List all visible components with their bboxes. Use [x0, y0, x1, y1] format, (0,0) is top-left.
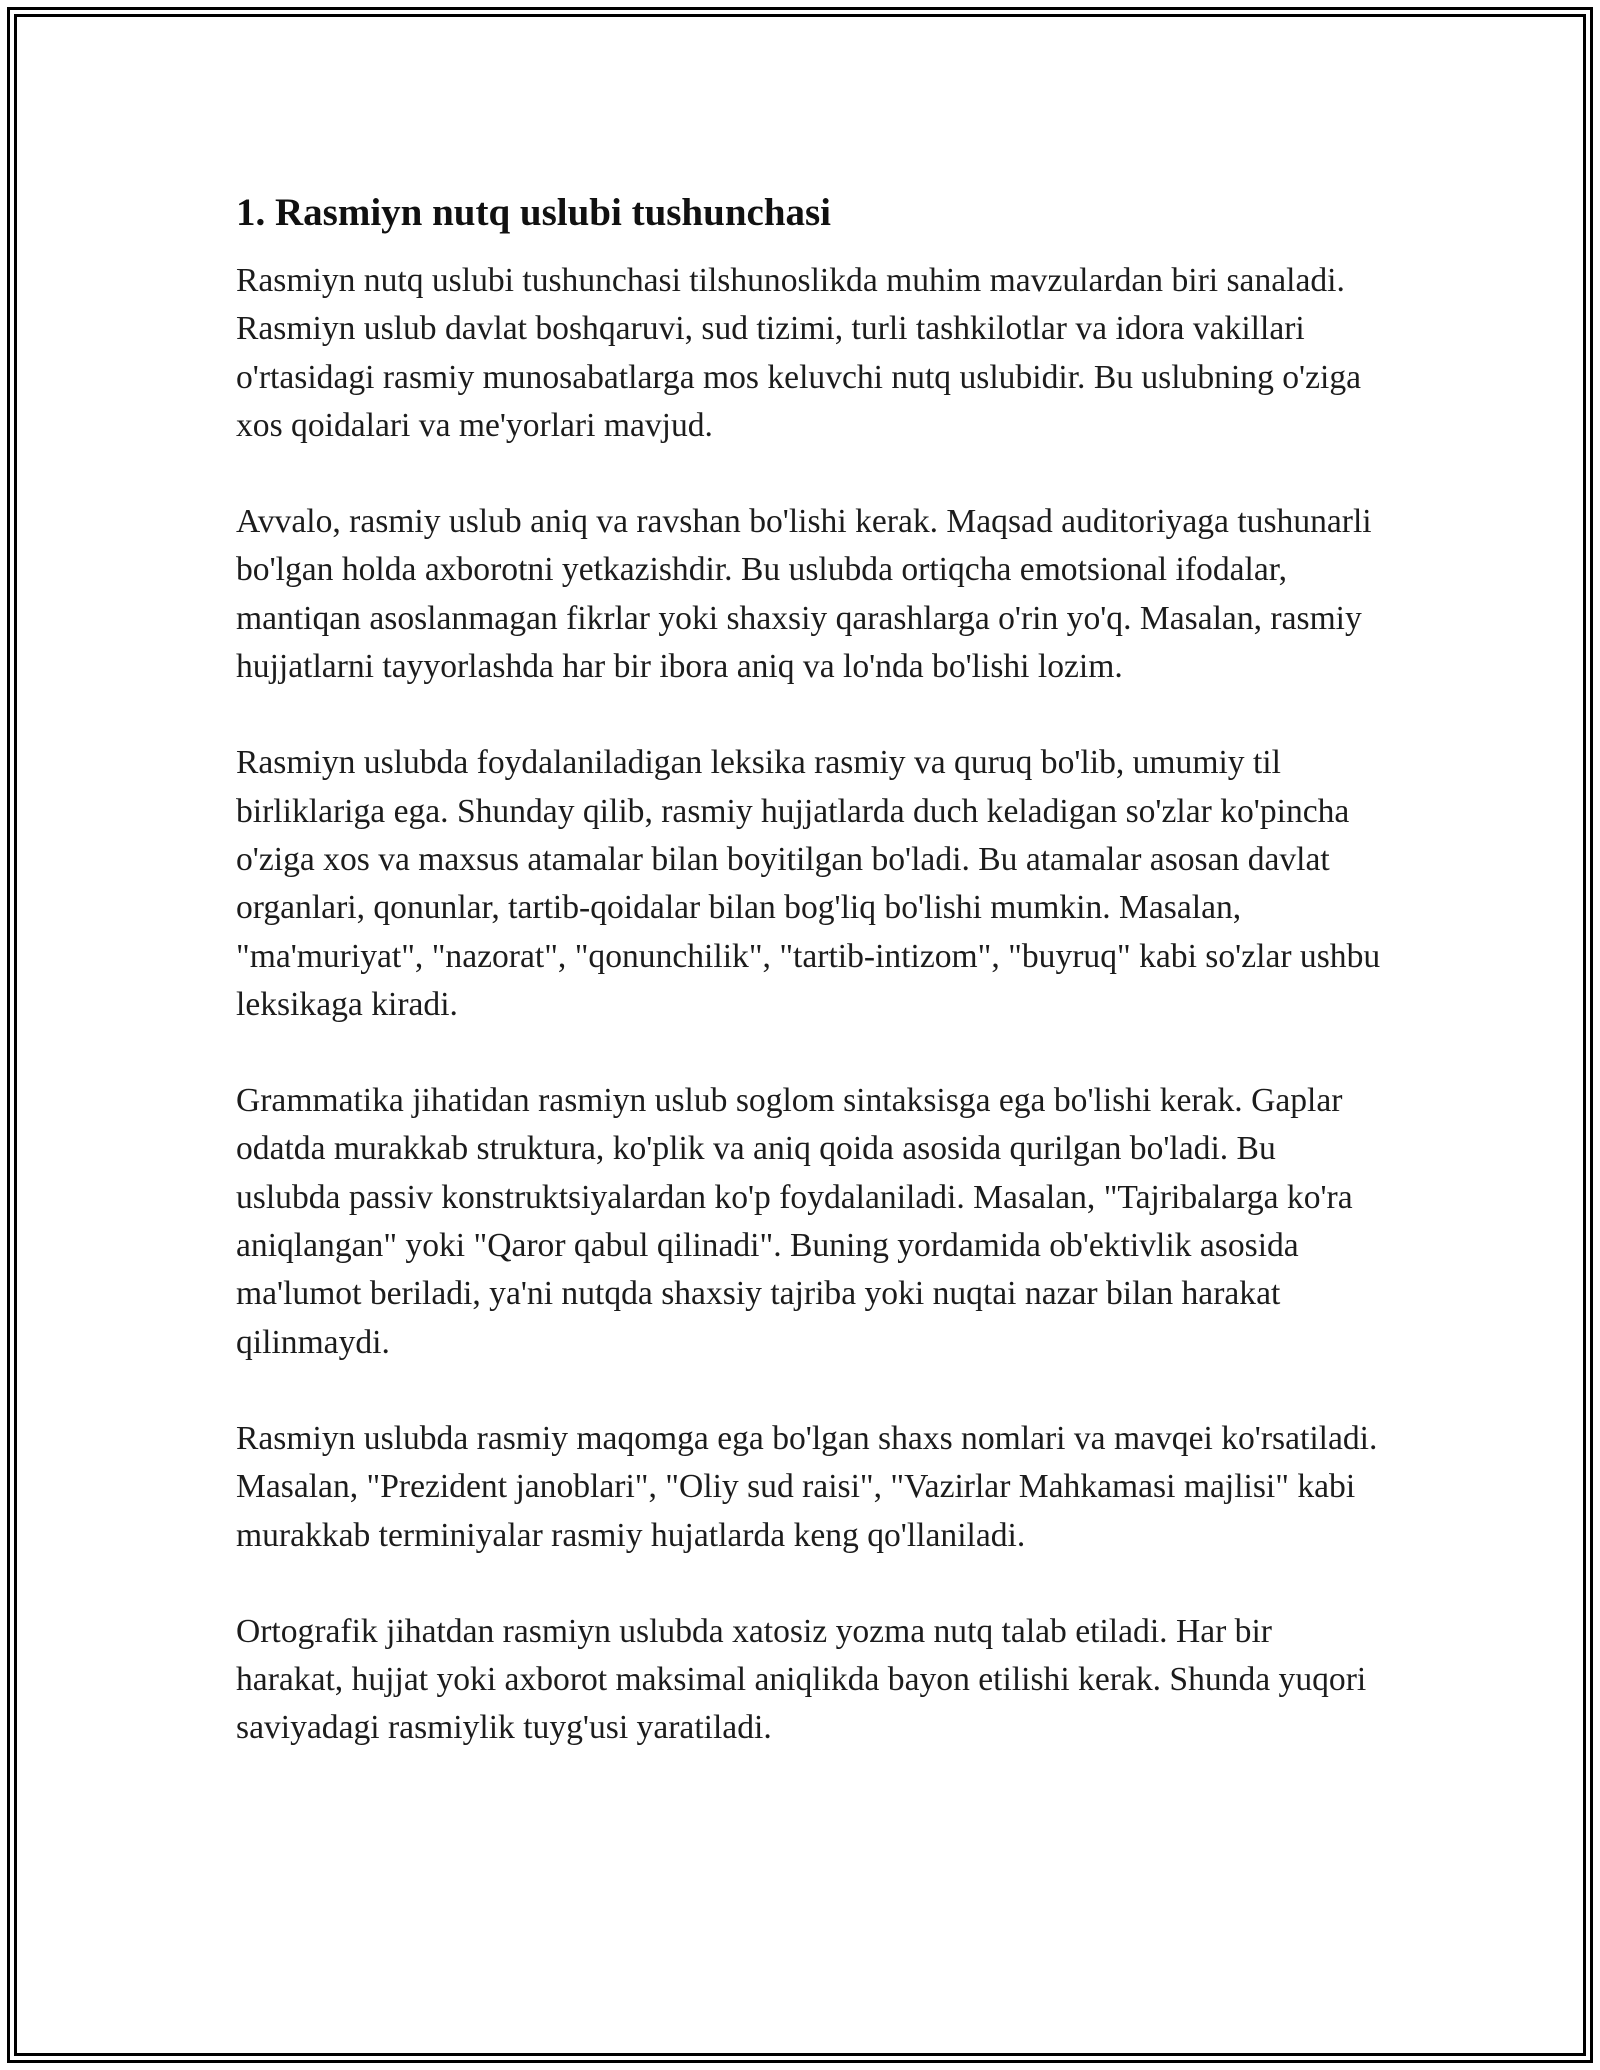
- paragraph-orthography: Ortografik jihatdan rasmiyn uslubda xatosiz yozma nutq talab etiladi. Har bir harakat, hujjat yoki axborot maksimal aniqlikda bayon etilishi kerak. Shunda yuqori saviyadagi rasmiylik tuyg'usi yaratiladi.: [236, 1612, 1367, 1747]
- document-body: [236, 186, 1386, 1753]
- document-title: 1. Rasmiyn nutq uslubi tushunchasi: [236, 191, 832, 234]
- paragraph-intro: Rasmiyn nutq uslubi tushunchasi tilshunoslikda muhim mavzulardan biri sanaladi. Rasmiyn uslub davlat boshqaruvi, sud tizimi, turli tashkilotlar va idora vakillari o'rtasidagi rasmiy munosabatlarga mos keluvchi nutq uslubidir. Bu uslubning o'ziga xos qoidalari va me'yorlari mavjud.: [236, 262, 1362, 444]
- paragraph-lexicon: Rasmiyn uslubda foydalaniladigan leksika rasmiy va quruq bo'lib, umumiy til birliklariga ega. Shunday qilib, rasmiy hujjatlarda duch keladigan so'zlar ko'pincha o'ziga xos va maxsus atamalar bilan boyitilgan bo'ladi. Bu atamalar asosan davlat organlari, qonunlar, tartib-qoidalar bilan bog'liq bo'lishi mumkin. Masalan, "ma'muriyat", "nazorat", "qonunchilik", "tartib-intizom", "buyruq" kabi so'zlar ushbu leksikaga kiradi.: [236, 744, 1381, 1023]
- paragraph-clarity: Avvalo, rasmiy uslub aniq va ravshan bo'lishi kerak. Maqsad auditoriyaga tushunarli bo'lgan holda axborotni yetkazishdir. Bu uslubda ortiqcha emotsional ifodalar, mantiqan asoslanmagan fikrlar yoki shaxsiy qarashlarga o'rin yo'q. Masalan, rasmiy hujjatlarni tayyorlashda har bir ibora aniq va lo'nda bo'lishi lozim.: [236, 503, 1372, 686]
- paragraph-grammar: Grammatika jihatidan rasmiyn uslub soglom sintaksisga ega bo'lishi kerak. Gaplar odatda murakkab struktura, ko'plik va aniq qoida asosida qurilgan bo'ladi. Bu uslubda passiv konstruktsiyalardan ko'p foydalaniladi. Masalan, "Tajribalarga ko'ra aniqlangan" yoki "Qaror qabul qilinadi". Buning yordamida ob'ektivlik asosida ma'lumot beriladi, ya'ni nutqda shaxsiy tajriba yoki nuqtai nazar bilan harakat qilinmaydi.: [236, 1082, 1353, 1361]
- paragraph-official-titles: Rasmiyn uslubda rasmiy maqomga ega bo'lgan shaxs nomlari va mavqei ko'rsatiladi. Masalan, "Prezident janoblari", "Oliy sud raisi", "Vazirlar Mahkamasi majlisi" kabi murakkab terminiyalar rasmiy hujatlarda keng qo'llaniladi.: [236, 1419, 1378, 1554]
